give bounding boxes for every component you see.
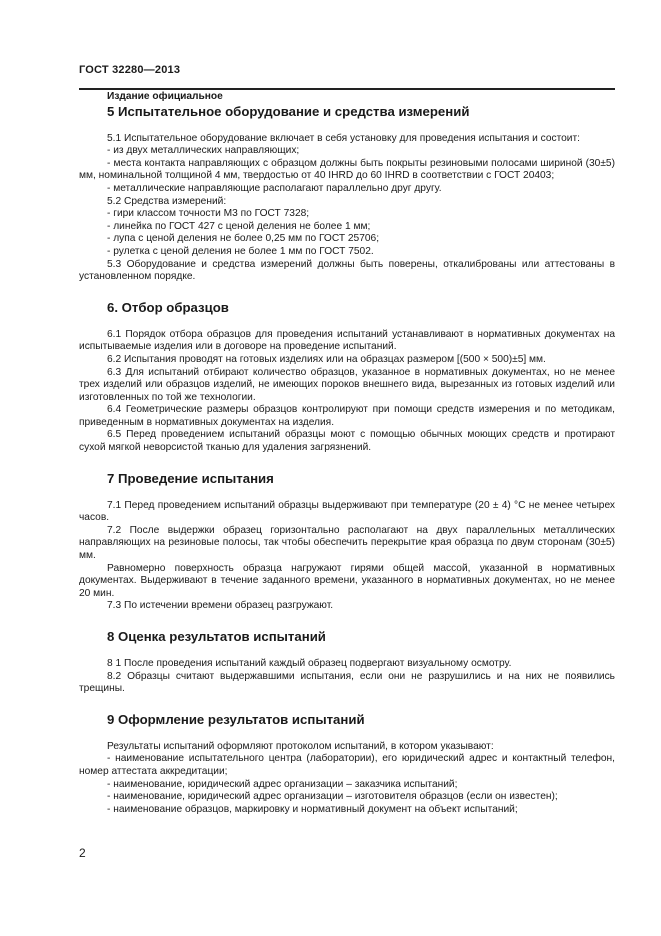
section-5-title: 5 Испытательное оборудование и средства измерений	[107, 103, 470, 119]
paragraph: 7.1 Перед проведением испытаний образцы выдерживают при температуре (20 ± 4) °С не менее четырех часов.	[79, 499, 615, 524]
section-7-title: 7 Проведение испытания	[107, 470, 274, 486]
list-item: - наименование, юридический адрес организации – изготовителя образцов (если он известен);	[107, 791, 558, 803]
section-6-title: 6. Отбор образцов	[107, 299, 229, 315]
paragraph: 5.1 Испытательное оборудование включает в себя установку для проведения испытания и состоит:	[107, 132, 580, 144]
paragraph: Результаты испытаний оформляют протоколом испытаний, в котором указывают:	[107, 740, 494, 752]
paragraph: Равномерно поверхность образца нагружают гирями общей массой, указанной в нормативных документах. Выдерживают в течение заданного времени, указанного в нормативных документах, но не менее 20 мин.	[79, 562, 615, 599]
section-9-title: 9 Оформление результатов испытаний	[107, 711, 365, 727]
page-number: 2	[79, 846, 86, 860]
paragraph: 7.2 После выдержки образец горизонтально располагают на двух параллельных металлических направляющих на резиновые полосы, так чтобы обеспечить перекрытие края образца по двум сторонам (30±5) мм.	[79, 524, 615, 562]
list-item: - рулетка с ценой деления не более 1 мм по ГОСТ 7502.	[107, 245, 374, 257]
paragraph: 8.2 Образцы считают выдержавшими испытания, если они не разрушились и на них не появились трещины.	[79, 670, 615, 695]
edition-label: Издание официальное	[107, 91, 223, 102]
paragraph: 6.3 Для испытаний отбирают количество образцов, указанное в нормативных документах, но не менее трех изделий или образцов изделий, не имеющих пороков внешнего вида, вырезанных из готовых изделий или изготовленных по той же технологии.	[79, 366, 615, 403]
paragraph: 6.1 Порядок отбора образцов для проведения испытаний устанавливают в нормативных документах на испытываемые изделия или в договоре на проведение испытаний.	[79, 328, 615, 353]
list-item: - лупа с ценой деления не более 0,25 мм по ГОСТ 25706;	[107, 233, 380, 245]
paragraph: 6.5 Перед проведением испытаний образцы моют с помощью обычных моющих средств и протирают сухой мягкой неворсистой тканью для удаления загрязнений.	[79, 429, 615, 454]
page-content	[79, 90, 615, 816]
paragraph: 6.4 Геометрические размеры образцов контролируют при помощи средств измерения и по методикам, приведенным в нормативных документах на изделия.	[79, 404, 615, 428]
list-item: - из двух металлических направляющих;	[107, 145, 300, 157]
list-item: - наименование, юридический адрес организации – заказчика испытаний;	[107, 778, 458, 790]
paragraph: 6.2 Испытания проводят на готовых изделиях или на образцах размером [(500 × 500)±5] мм.	[107, 353, 546, 365]
section-8-title: 8 Оценка результатов испытаний	[107, 629, 326, 644]
paragraph: 8 1 После проведения испытаний каждый образец подвергают визуальному осмотру.	[107, 658, 512, 669]
list-item: - места контакта направляющих с образцом должны быть покрыты резиновыми полосами шириной (30±5) мм, номинальной толщиной 4 мм, твердостью от 40 IHRD до 60 IHRD в соответствии с ГОСТ 20403;	[79, 157, 615, 182]
list-item: - наименование образцов, маркировку и нормативный документ на объект испытаний;	[107, 803, 518, 815]
paragraph: 5.2 Средства измерений:	[107, 195, 227, 207]
document-header: ГОСТ 32280—2013	[79, 64, 181, 76]
list-item: - наименование испытательного центра (лаборатории), его юридический адрес и контактный телефон, номер аттестата аккредитации;	[79, 753, 615, 777]
list-item: - линейка по ГОСТ 427 с ценой деления не более 1 мм;	[107, 220, 371, 232]
list-item: - металлические направляющие располагают параллельно друг другу.	[107, 182, 442, 194]
paragraph: 7.3 По истечении времени образец разгружают.	[107, 600, 334, 612]
paragraph: 5.3 Оборудование и средства измерений должны быть поверены, откалиброваны или аттестованы в установленном порядке.	[79, 258, 615, 283]
list-item: - гири классом точности М3 по ГОСТ 7328;	[107, 208, 310, 220]
